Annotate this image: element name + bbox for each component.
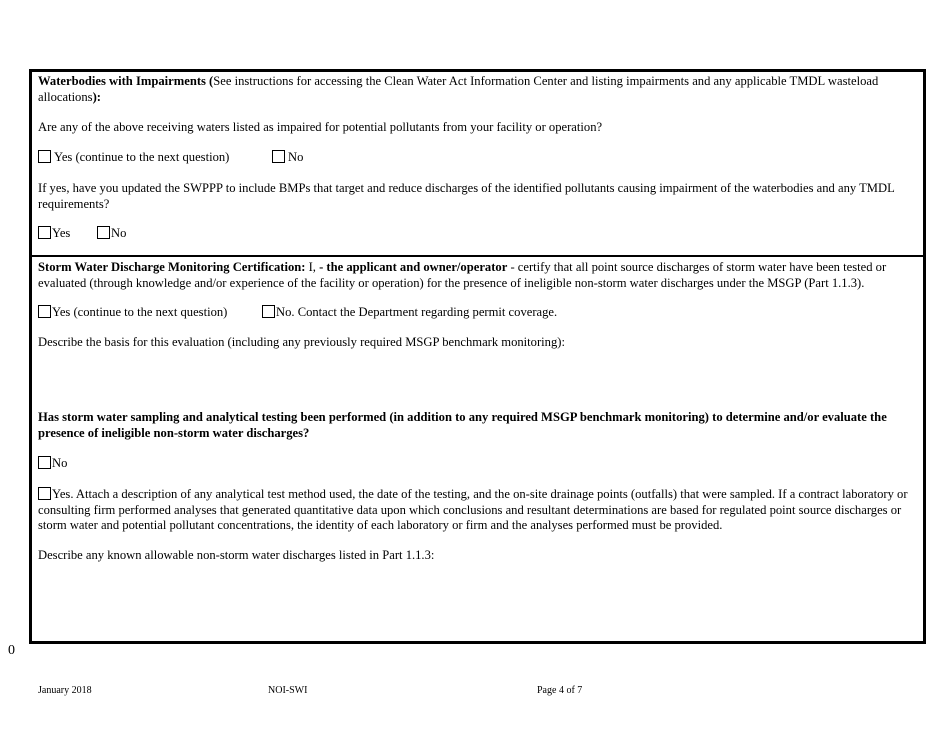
impaired-no-option: No	[272, 150, 303, 166]
section-divider	[32, 255, 923, 257]
sampling-no-option: No	[38, 456, 67, 472]
impaired-question: Are any of the above receiving waters listed as impaired for potential pollutants from your facility or operation?	[38, 120, 603, 134]
sampling-yes-checkbox[interactable]	[38, 487, 51, 500]
sampling-question: Has storm water sampling and analytical testing been performed (in addition to any required MSGP benchmark monitoring) to determine and/or evaluate the presence of ineligible non-storm water discharges?	[38, 410, 887, 440]
stray-mark: 0	[8, 643, 15, 658]
sampling-no-checkbox[interactable]	[38, 456, 51, 469]
describe-allowable-label: Describe any known allowable non-storm water discharges listed in Part 1.1.3:	[38, 548, 435, 562]
certification-heading: Storm Water Discharge Monitoring Certification: I, - the applicant and owner/operator - certify that all point source discharges of storm water have been tested or evaluated (through knowledge and/or experience of the facility or operation) for the presence of ineligible non-storm water discharges under the MSGP (Part 1.1.3).	[38, 260, 887, 290]
swppp-no-checkbox[interactable]	[97, 226, 110, 239]
swppp-no-option: No	[97, 226, 126, 242]
swppp-yes-checkbox[interactable]	[38, 226, 51, 239]
impairments-heading: Waterbodies with Impairments (See instructions for accessing the Clean Water Act Information Center and listing impairments and any applicable TMDL wasteload allocations):	[38, 74, 879, 104]
footer-form-id: NOI-SWI	[268, 685, 308, 696]
footer-page-number: Page 4 of 7	[537, 685, 583, 696]
certification-yes-option: Yes (continue to the next question)	[38, 305, 227, 321]
impaired-no-checkbox[interactable]	[272, 150, 285, 163]
impaired-yes-checkbox[interactable]	[38, 150, 51, 163]
swppp-yes-option: Yes	[38, 226, 70, 242]
certification-no-checkbox[interactable]	[262, 305, 275, 318]
certification-yes-checkbox[interactable]	[38, 305, 51, 318]
impaired-yes-option: Yes (continue to the next question)	[38, 150, 229, 166]
swppp-question: If yes, have you updated the SWPPP to include BMPs that target and reduce discharges of the identified pollutants causing impairment of the waterbodies and any TMDL requirements?	[38, 181, 895, 211]
sampling-yes-option: Yes. Attach a description of any analytical test method used, the date of the testing, and the on-site drainage points (outfalls) that were sampled. If a contract laboratory or consulting firm performed analyses that generated quantitative data upon which conclusions and resultant determinations are based for regulated point source discharges or storm water and potential pollutant concentrations, the identity of each laboratory or firm and the analyses performed must be provided.	[38, 487, 908, 532]
describe-basis-label: Describe the basis for this evaluation (including any previously required MSGP benchmark monitoring):	[38, 335, 565, 349]
form-section-frame	[29, 69, 926, 644]
certification-no-option: No. Contact the Department regarding permit coverage.	[262, 305, 557, 321]
footer-date: January 2018	[38, 685, 92, 696]
